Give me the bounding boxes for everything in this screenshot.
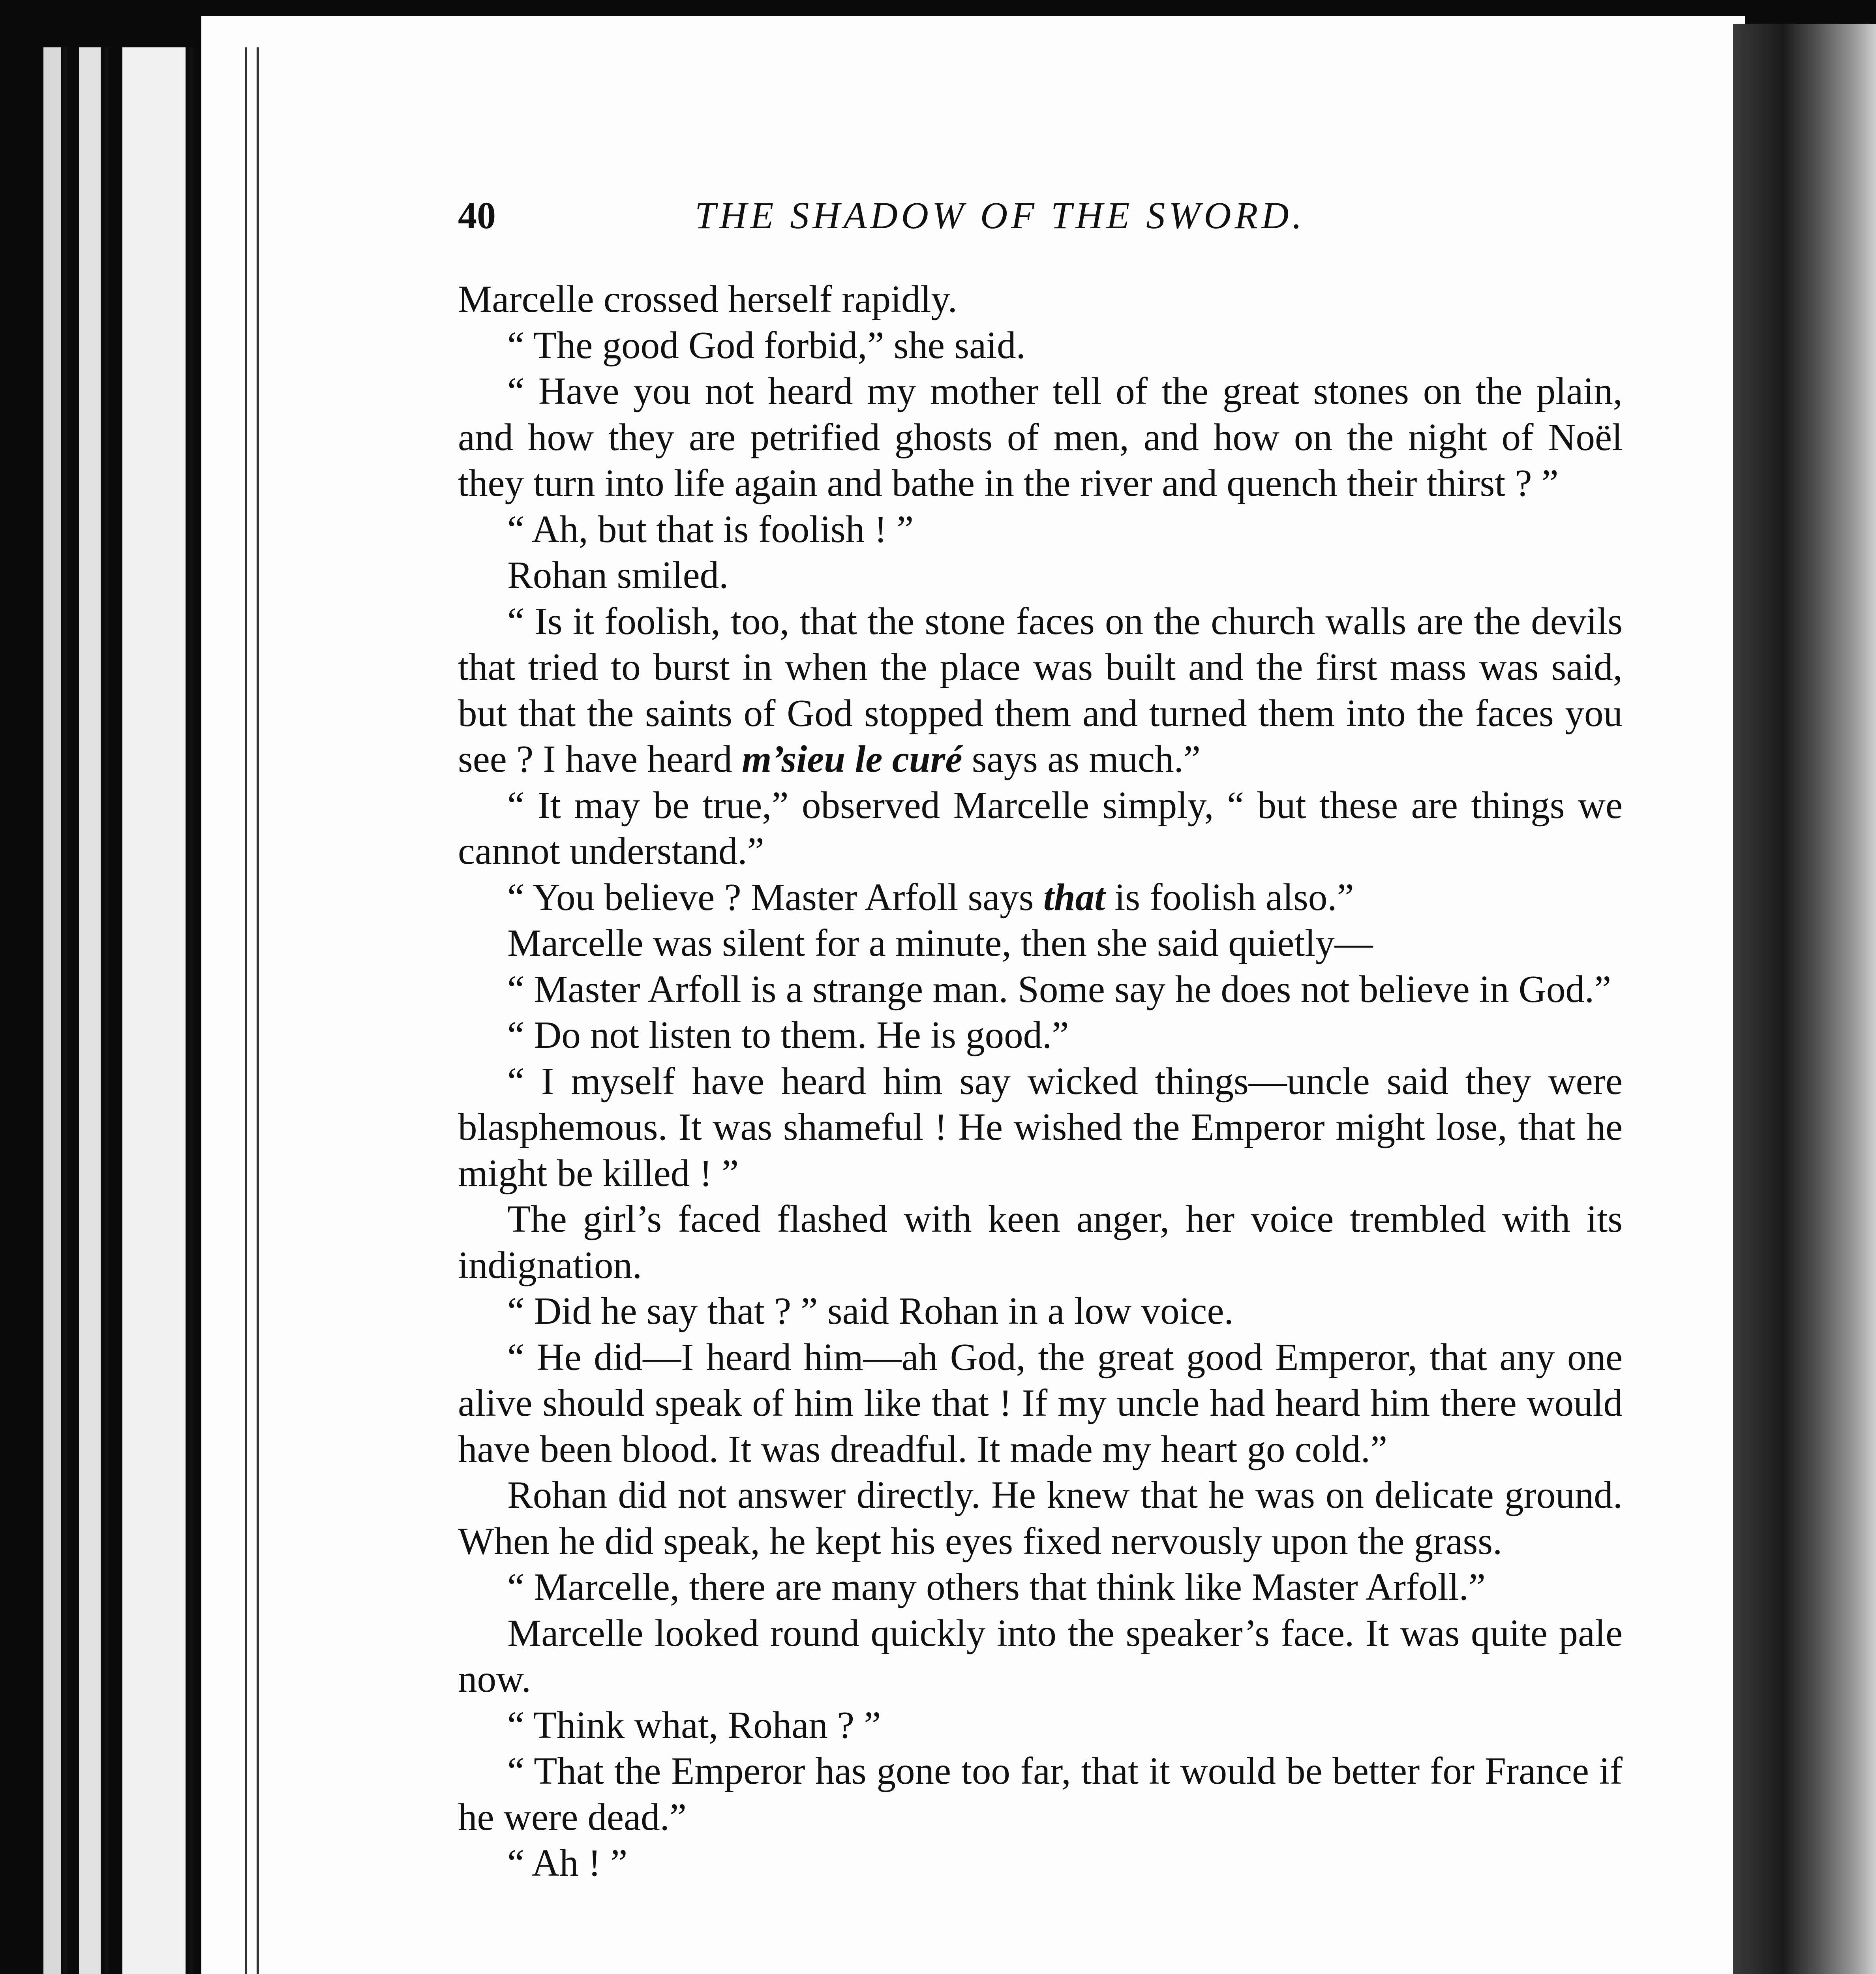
paragraph: “ Did he say that ? ” said Rohan in a low voice. [507,1290,1234,1332]
binding-shadow [1733,24,1876,1974]
page-border-line [257,47,259,1974]
paragraph: Marcelle crossed herself rapidly. [458,278,957,320]
paragraph: “ Have you not heard my mother tell of the great stones on the plain, and how they are petrified ghosts of men, and how on the night of Noël they turn into life again and bathe in the river and quench their thirst ? ” [458,370,1623,504]
paragraph-text: says as much.” [962,738,1201,780]
page-border-line [245,47,247,1974]
paragraph: “ He did—I heard him—ah God, the great good Emperor, that any one alive should speak of him like that ! If my uncle had heard him there would have been blood. It was dreadful. It made my heart go cold.” [458,1336,1623,1470]
paragraph: Marcelle was silent for a minute, then she said quietly— [507,922,1373,964]
paragraph: Rohan did not answer directly. He knew that he was on delicate ground. When he did speak, he kept his eyes fixed nervously upon the grass. [458,1474,1623,1562]
paragraph: “ Do not listen to them. He is good.” [507,1014,1069,1056]
paragraph-text: “ Is it foolish, too, that the stone faces on the church walls are the devils that tried to burst in when the place was built and the first mass was said, but that the saints of God stopped them and turned them into the faces you see ? I have heard [458,600,1623,780]
body-text [458,276,1623,1886]
paragraph: “ That the Emperor has gone too far, that it would be better for France if he were dead.” [458,1750,1623,1838]
italic-phrase: m’sieu le curé [741,738,962,780]
paragraph-text: “ You believe ? Master Arfoll says [507,876,1034,918]
paragraph [458,599,1623,782]
page-edge [43,47,61,1974]
paragraph: “ Ah ! ” [507,1842,628,1884]
page-number: 40 [458,194,496,236]
paragraph: Rohan smiled. [507,554,729,596]
paragraph: “ Master Arfoll is a strange man. Some say he does not believe in God.” [507,968,1611,1010]
paragraph [458,874,1623,921]
paragraph-text: is foolish also.” [1105,876,1354,918]
italic-word: that [1043,876,1105,918]
running-head: THE SHADOW OF THE SWORD. [695,194,1306,236]
paragraph: “ Ah, but that is foolish ! ” [507,508,914,550]
paragraph: Marcelle looked round quickly into the speaker’s face. It was quite pale now. [458,1612,1623,1700]
paragraph: “ The good God forbid,” she said. [507,324,1026,366]
paragraph: “ It may be true,” observed Marcelle simply, “ but these are things we cannot understand.” [458,784,1623,872]
paragraph: “ I myself have heard him say wicked things—uncle said they were blasphemous. It was shameful ! He wished the Emperor might lose, that he might be killed ! ” [458,1060,1623,1194]
page-edge-line [63,47,67,1974]
page-edge-line [189,47,193,1974]
page-edge [122,47,186,1974]
page-edge-line [105,47,109,1974]
paragraph: “ Marcelle, there are many others that think like Master Arfoll.” [507,1566,1486,1608]
paragraph: The girl’s faced flashed with keen anger, her voice trembled with its indignation. [458,1198,1623,1286]
paragraph: “ Think what, Rohan ? ” [507,1704,881,1746]
page-edge [79,47,101,1974]
